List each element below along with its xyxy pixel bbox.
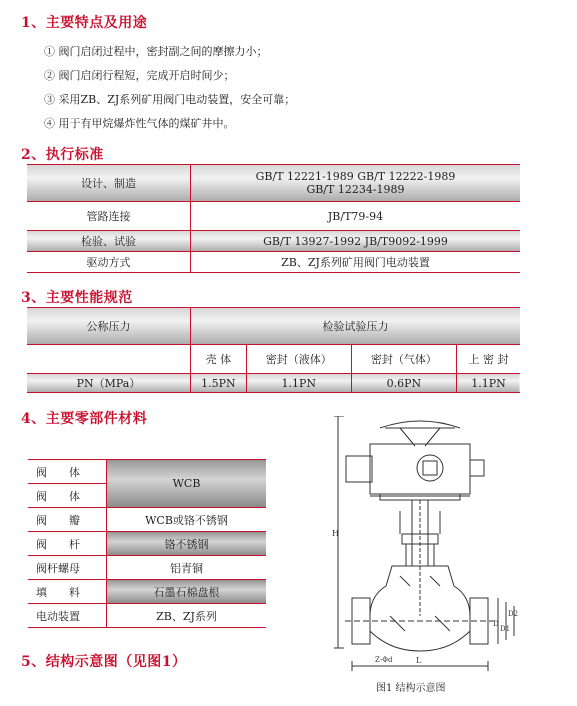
performance-table — [27, 307, 520, 393]
standards-label: 检验、试验 — [27, 231, 191, 252]
sub-header: 密封（液体） — [246, 345, 351, 374]
pn-value: 1.1PN — [456, 374, 520, 393]
table-row — [27, 252, 520, 273]
pn-value: 0.6PN — [351, 374, 456, 393]
standards-table — [27, 164, 520, 273]
standards-value — [191, 165, 521, 202]
standards-value: JB/T79-94 — [191, 202, 521, 231]
table-row — [27, 345, 520, 374]
section-title-standards: 2、执行标准 — [21, 147, 104, 163]
dim-label-h: H — [332, 529, 339, 538]
feature-item-2: ② 阀门启闭行程短，完成开启时间少； — [44, 69, 235, 82]
dim-label-d: D — [493, 620, 499, 628]
material-value: 铬不锈钢 — [107, 532, 267, 556]
table-row — [28, 508, 266, 532]
material-part: 阀 体 — [28, 460, 107, 484]
table-row — [27, 231, 520, 252]
dim-label-d2: D2 — [508, 610, 519, 618]
section-title-performance: 3、主要性能规范 — [21, 290, 133, 306]
standards-value: GB/T 13927-1992 JB/T9092-1999 — [191, 231, 521, 252]
pn-value: 1.5PN — [191, 374, 247, 393]
sub-header: 上 密 封 — [456, 345, 520, 374]
table-row — [27, 374, 520, 393]
material-part: 电动装置 — [28, 604, 107, 628]
dim-label-zd: Z-Φd — [375, 656, 393, 664]
standards-value-line: GB/T 12221-1989 GB/T 12222-1989 — [255, 170, 456, 183]
material-value: WCB — [107, 460, 267, 508]
table-row — [28, 460, 266, 484]
materials-table — [28, 459, 266, 628]
material-value: 铝青铜 — [107, 556, 267, 580]
empty-cell — [27, 345, 191, 374]
standards-label: 管路连接 — [27, 202, 191, 231]
section-title-structure: 5、结构示意图（见图1） — [21, 654, 187, 670]
table-row — [27, 308, 520, 345]
feature-item-1: ① 阀门启闭过程中，密封副之间的摩擦力小； — [44, 45, 268, 58]
table-row — [27, 202, 520, 231]
pn-label: PN（MPa） — [27, 374, 191, 393]
material-value: WCB或铬不锈钢 — [107, 508, 267, 532]
dim-label-l: L — [416, 656, 422, 665]
nominal-pressure-header: 公称压力 — [27, 308, 191, 345]
material-part: 阀 杆 — [28, 532, 107, 556]
feature-item-4: ④ 用于有甲烷爆炸性气体的煤矿井中。 — [44, 117, 235, 130]
sub-header: 壳 体 — [191, 345, 247, 374]
material-part: 阀杆螺母 — [28, 556, 107, 580]
standards-value-line: GB/T 12234-1989 — [306, 183, 405, 196]
material-value: 石墨石棉盘根 — [107, 580, 267, 604]
material-part: 填 料 — [28, 580, 107, 604]
table-row — [28, 556, 266, 580]
material-part: 阀 瓣 — [28, 508, 107, 532]
feature-item-3: ③ 采用ZB、ZJ系列矿用阀门电动装置，安全可靠； — [44, 93, 296, 106]
material-part: 阀 体 — [28, 484, 107, 508]
section-title-features: 1、主要特点及用途 — [21, 15, 148, 31]
table-row — [27, 165, 520, 202]
pn-value: 1.1PN — [246, 374, 351, 393]
table-row — [28, 604, 266, 628]
figure-caption: 图1 结构示意图 — [376, 683, 446, 694]
sub-header: 密封（气体） — [351, 345, 456, 374]
standards-value: ZB、ZJ系列矿用阀门电动装置 — [191, 252, 521, 273]
material-value: ZB、ZJ系列 — [107, 604, 267, 628]
section-title-materials: 4、主要零部件材料 — [21, 411, 148, 427]
standards-label: 设计、制造 — [27, 165, 191, 202]
table-row — [28, 532, 266, 556]
standards-label: 驱动方式 — [27, 252, 191, 273]
table-row — [28, 580, 266, 604]
dim-label-d1: D1 — [500, 625, 511, 633]
test-pressure-header: 检验试验压力 — [191, 308, 521, 345]
valve-structure-drawing — [330, 416, 520, 676]
